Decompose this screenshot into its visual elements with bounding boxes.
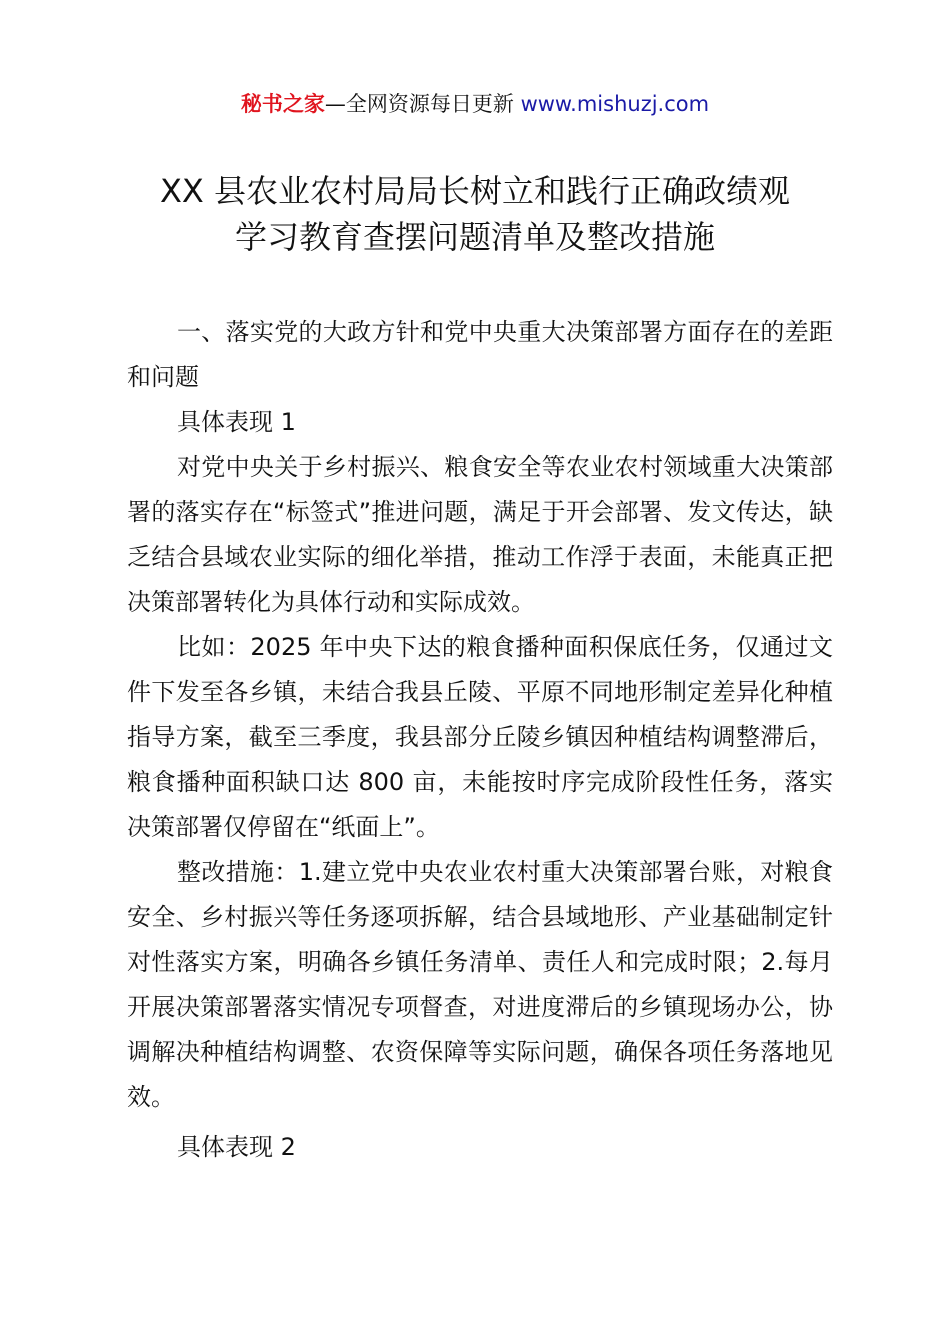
item-measures: 整改措施：1.建立党中央农业农村重大决策部署台账，对粮食安全、乡村振兴等任务逐项拆解，结合县域地形、产业基础制定针对性落实方案，明确各乡镇任务清单、责任人和完成时限；2.每月开展决策部署落实情况专项督查，对进度滞后的乡镇现场办公，协调解决种植结构调整、农资保障等实际问题，确保各项任务落地见效。 <box>127 858 833 1111</box>
item-label-2: 具体表现 2 <box>177 1133 296 1161</box>
item-example: 比如：2025 年中央下达的粮食播种面积保底任务，仅通过文件下发至各乡镇，未结合我县丘陵、平原不同地形制定差异化种植指导方案，截至三季度，我县部分丘陵乡镇因种植结构调整滞后，粮食播种面积缺口达 800 亩，未能按时序完成阶段性任务，落实决策部署仅停留在“纸面上”。 <box>127 633 833 841</box>
header-tagline: —全网资源每日更新 <box>324 92 521 116</box>
brand-name: 秘书之家 <box>240 92 325 116</box>
title-line-1: XX 县农业农村局局长树立和践行正确政绩观 <box>159 172 791 210</box>
site-url[interactable]: www.mishuzj.com <box>520 92 710 116</box>
item-label: 具体表现 1 <box>177 408 296 436</box>
section-heading: 一、落实党的大政方针和党中央重大决策部署方面存在的差距和问题 <box>127 318 833 391</box>
document-body <box>127 310 833 1170</box>
document-title <box>60 168 890 260</box>
site-header <box>0 88 950 120</box>
item-description: 对党中央关于乡村振兴、粮食安全等农业农村领域重大决策部署的落实存在“标签式”推进问题，满足于开会部署、发文传达，缺乏结合县域农业实际的细化举措，推动工作浮于表面，未能真正把决策部署转化为具体行动和实际成效。 <box>127 453 833 616</box>
title-line-2: 学习教育查摆问题清单及整改措施 <box>234 218 715 256</box>
